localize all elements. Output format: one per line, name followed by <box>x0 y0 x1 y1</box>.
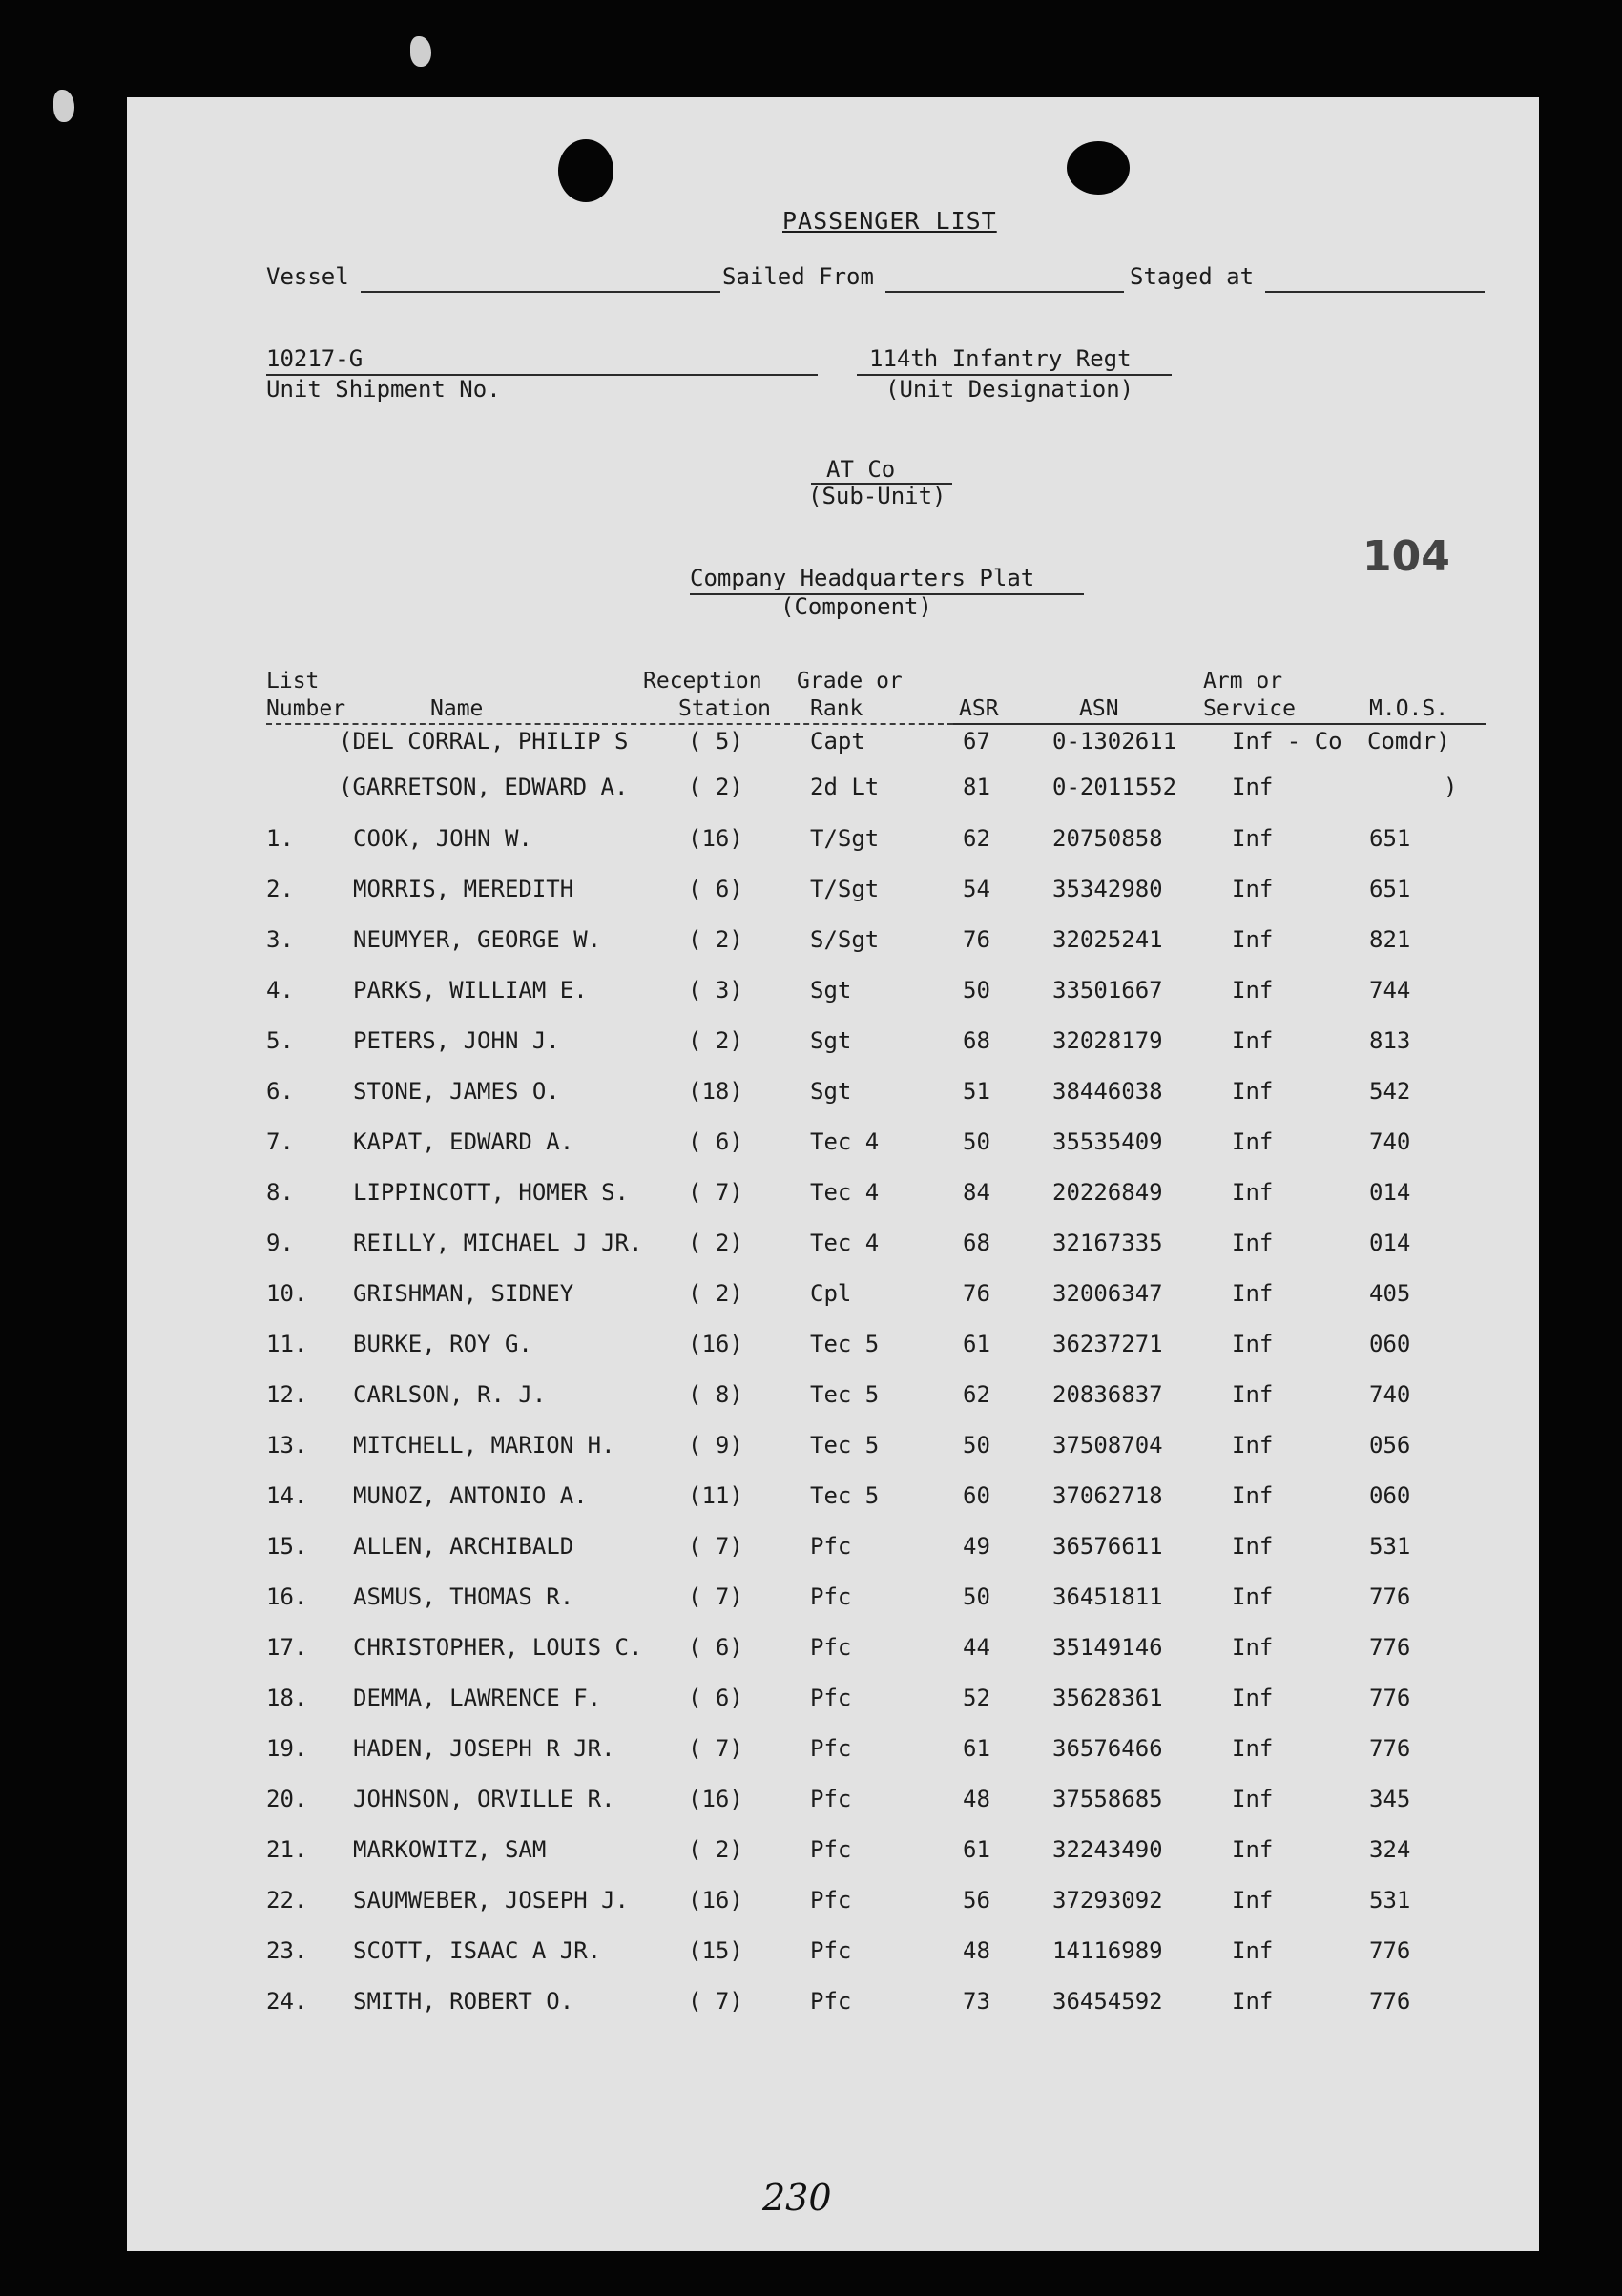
asr-value: 68 <box>963 1230 990 1256</box>
reception-station: ( 6) <box>688 1634 743 1661</box>
grade-rank: T/Sgt <box>810 825 880 852</box>
mos-code: 740 <box>1369 1128 1411 1155</box>
asn-value: 35628361 <box>1052 1685 1163 1711</box>
reception-station: ( 3) <box>688 977 743 1003</box>
reception-station: ( 6) <box>688 1128 743 1155</box>
vessel-blank-line <box>361 291 720 293</box>
passenger-name: DEMMA, LAWRENCE F. <box>353 1685 602 1711</box>
reception-station: ( 2) <box>688 1836 743 1863</box>
mos-code: 776 <box>1369 1685 1411 1711</box>
arm-service: Inf <box>1232 926 1274 953</box>
row-number: 5. <box>266 1027 294 1054</box>
reception-station: ( 7) <box>688 1735 743 1762</box>
passenger-name: BURKE, ROY G. <box>353 1331 532 1357</box>
officer-mos: ) <box>1444 774 1458 800</box>
arm-service: Inf <box>1232 1685 1274 1711</box>
officer-grade: Capt <box>810 728 865 755</box>
passenger-row <box>127 923 1539 956</box>
header-grade-1: Grade or <box>797 669 903 693</box>
asn-value: 35149146 <box>1052 1634 1163 1661</box>
officer-asn: 0-2011552 <box>1052 774 1177 800</box>
passenger-row <box>127 1985 1539 2017</box>
header-asn: ASN <box>1079 696 1119 721</box>
passenger-name: LIPPINCOTT, HOMER S. <box>353 1179 629 1206</box>
arm-service: Inf <box>1232 1836 1274 1863</box>
mos-code: 776 <box>1369 1937 1411 1964</box>
mos-code: 531 <box>1369 1533 1411 1560</box>
mos-code: 542 <box>1369 1078 1411 1105</box>
row-number: 4. <box>266 977 294 1003</box>
passenger-row <box>127 1682 1539 1714</box>
officer-mos: Comdr) <box>1367 728 1450 755</box>
mos-code: 740 <box>1369 1381 1411 1408</box>
asn-value: 32167335 <box>1052 1230 1163 1256</box>
officer-name: (GARRETSON, EDWARD A. <box>339 774 629 800</box>
unit-designation: 114th Infantry Regt <box>869 345 1132 372</box>
grade-rank: S/Sgt <box>810 926 880 953</box>
row-number: 15. <box>266 1533 308 1560</box>
arm-service: Inf <box>1232 1381 1274 1408</box>
asr-value: 84 <box>963 1179 990 1206</box>
passenger-name: KAPAT, EDWARD A. <box>353 1128 574 1155</box>
asr-value: 56 <box>963 1887 990 1913</box>
reception-station: ( 8) <box>688 1381 743 1408</box>
asr-value: 61 <box>963 1735 990 1762</box>
row-number: 10. <box>266 1280 308 1307</box>
mos-code: 060 <box>1369 1331 1411 1357</box>
grade-rank: Tec 4 <box>810 1128 880 1155</box>
passenger-name: ALLEN, ARCHIBALD <box>353 1533 574 1560</box>
arm-service: Inf <box>1232 1937 1274 1964</box>
asn-value: 32028179 <box>1052 1027 1163 1054</box>
passenger-row <box>127 1328 1539 1360</box>
header-asr: ASR <box>959 696 999 721</box>
asr-value: 50 <box>963 1128 990 1155</box>
mos-code: 060 <box>1369 1482 1411 1509</box>
mos-code: 776 <box>1369 1988 1411 2015</box>
document-page <box>127 97 1539 2251</box>
passenger-row <box>127 1277 1539 1310</box>
arm-service: Inf <box>1232 1331 1274 1357</box>
passenger-name: CARLSON, R. J. <box>353 1381 547 1408</box>
reception-station: (16) <box>688 1331 743 1357</box>
passenger-name: MUNOZ, ANTONIO A. <box>353 1482 588 1509</box>
row-number: 7. <box>266 1128 294 1155</box>
row-number: 1. <box>266 825 294 852</box>
passenger-row <box>127 1732 1539 1765</box>
passenger-name: JOHNSON, ORVILLE R. <box>353 1786 615 1812</box>
asr-value: 76 <box>963 926 990 953</box>
grade-rank: Tec 4 <box>810 1230 880 1256</box>
asr-value: 52 <box>963 1685 990 1711</box>
passenger-name: MORRIS, MEREDITH <box>353 876 574 902</box>
arm-service: Inf <box>1232 1583 1274 1610</box>
asn-value: 36576611 <box>1052 1533 1163 1560</box>
passenger-name: SAUMWEBER, JOSEPH J. <box>353 1887 629 1913</box>
officer-grade: 2d Lt <box>810 774 880 800</box>
asn-value: 37293092 <box>1052 1887 1163 1913</box>
row-number: 6. <box>266 1078 294 1105</box>
row-number: 9. <box>266 1230 294 1256</box>
asn-value: 20750858 <box>1052 825 1163 852</box>
row-number: 17. <box>266 1634 308 1661</box>
unit-shipment-number: 10217-G <box>266 345 364 372</box>
unit-designation-label: (Unit Designation) <box>885 376 1134 403</box>
officer-row <box>127 725 1539 757</box>
reception-station: ( 2) <box>688 1280 743 1307</box>
officer-name: (DEL CORRAL, PHILIP S <box>339 728 629 755</box>
passenger-row <box>127 1429 1539 1461</box>
mos-code: 014 <box>1369 1179 1411 1206</box>
reception-station: ( 7) <box>688 1179 743 1206</box>
asr-value: 48 <box>963 1786 990 1812</box>
passenger-name: PETERS, JOHN J. <box>353 1027 560 1054</box>
reception-station: ( 7) <box>688 1583 743 1610</box>
passenger-name: NEUMYER, GEORGE W. <box>353 926 602 953</box>
officer-row <box>127 771 1539 803</box>
row-number: 3. <box>266 926 294 953</box>
asr-value: 50 <box>963 1583 990 1610</box>
asr-value: 61 <box>963 1331 990 1357</box>
reception-station: ( 2) <box>688 1027 743 1054</box>
reception-station: (15) <box>688 1937 743 1964</box>
grade-rank: Pfc <box>810 1937 852 1964</box>
arm-service: Inf <box>1232 1027 1274 1054</box>
asn-value: 35342980 <box>1052 876 1163 902</box>
passenger-row <box>127 1479 1539 1512</box>
header-list-number-2: Number <box>266 696 346 721</box>
mos-code: 651 <box>1369 825 1411 852</box>
passenger-name: HADEN, JOSEPH R JR. <box>353 1735 615 1762</box>
grade-rank: Pfc <box>810 1634 852 1661</box>
asr-value: 76 <box>963 1280 990 1307</box>
reception-station: ( 2) <box>688 1230 743 1256</box>
header-arm-1: Arm or <box>1203 669 1283 693</box>
passenger-row <box>127 1530 1539 1562</box>
officer-station: ( 2) <box>688 774 743 800</box>
sailed-from-label: Sailed From <box>722 263 874 290</box>
passenger-name: GRISHMAN, SIDNEY <box>353 1280 574 1307</box>
grade-rank: Tec 5 <box>810 1331 880 1357</box>
reception-station: ( 6) <box>688 876 743 902</box>
reception-station: ( 7) <box>688 1988 743 2015</box>
header-name: Name <box>430 696 484 721</box>
grade-rank: Pfc <box>810 1583 852 1610</box>
passenger-row <box>127 1024 1539 1057</box>
arm-service: Inf <box>1232 1887 1274 1913</box>
arm-service: Inf <box>1232 1988 1274 2015</box>
row-number: 2. <box>266 876 294 902</box>
reception-station: (18) <box>688 1078 743 1105</box>
mos-code: 776 <box>1369 1735 1411 1762</box>
component-label: (Component) <box>780 593 932 620</box>
officer-asr: 81 <box>963 774 990 800</box>
unit-shipment-label: Unit Shipment No. <box>266 376 501 403</box>
mos-code: 776 <box>1369 1583 1411 1610</box>
passenger-row <box>127 1126 1539 1158</box>
mos-code: 813 <box>1369 1027 1411 1054</box>
asr-value: 62 <box>963 825 990 852</box>
asn-value: 37062718 <box>1052 1482 1163 1509</box>
asr-value: 68 <box>963 1027 990 1054</box>
asn-value: 20226849 <box>1052 1179 1163 1206</box>
asr-value: 54 <box>963 876 990 902</box>
grade-rank: Pfc <box>810 1735 852 1762</box>
passenger-name: COOK, JOHN W. <box>353 825 532 852</box>
grade-rank: Tec 5 <box>810 1381 880 1408</box>
arm-service: Inf <box>1232 1634 1274 1661</box>
asr-value: 73 <box>963 1988 990 2015</box>
grade-rank: Pfc <box>810 1533 852 1560</box>
officer-station: ( 5) <box>688 728 743 755</box>
mos-code: 405 <box>1369 1280 1411 1307</box>
row-number: 22. <box>266 1887 308 1913</box>
mos-code: 651 <box>1369 876 1411 902</box>
scan-speck <box>53 90 74 122</box>
passenger-name: MITCHELL, MARION H. <box>353 1432 615 1458</box>
passenger-row <box>127 873 1539 905</box>
row-number: 8. <box>266 1179 294 1206</box>
officer-arm: Inf <box>1232 774 1274 800</box>
grade-rank: T/Sgt <box>810 876 880 902</box>
punch-hole <box>1067 141 1130 195</box>
header-reception-2: Station <box>678 696 771 721</box>
passenger-name: CHRISTOPHER, LOUIS C. <box>353 1634 643 1661</box>
sailed-from-blank-line <box>885 291 1124 293</box>
grade-rank: Pfc <box>810 1887 852 1913</box>
mos-code: 531 <box>1369 1887 1411 1913</box>
passenger-row <box>127 1833 1539 1866</box>
asr-value: 60 <box>963 1482 990 1509</box>
asn-value: 32025241 <box>1052 926 1163 953</box>
arm-service: Inf <box>1232 825 1274 852</box>
sub-unit-label: (Sub-Unit) <box>808 483 946 509</box>
page-number: 104 <box>1362 532 1450 581</box>
passenger-row <box>127 1075 1539 1107</box>
passenger-row <box>127 974 1539 1006</box>
asn-value: 32006347 <box>1052 1280 1163 1307</box>
asn-value: 33501667 <box>1052 977 1163 1003</box>
asr-value: 44 <box>963 1634 990 1661</box>
mos-code: 014 <box>1369 1230 1411 1256</box>
reception-station: ( 9) <box>688 1432 743 1458</box>
header-mos: M.O.S. <box>1369 696 1449 721</box>
asn-value: 37508704 <box>1052 1432 1163 1458</box>
passenger-row <box>127 1783 1539 1815</box>
punch-hole <box>558 139 613 202</box>
header-list-number-1: List <box>266 669 320 693</box>
grade-rank: Tec 5 <box>810 1482 880 1509</box>
row-number: 18. <box>266 1685 308 1711</box>
grade-rank: Sgt <box>810 1078 852 1105</box>
header-grade-2: Rank <box>810 696 863 721</box>
passenger-name: SMITH, ROBERT O. <box>353 1988 574 2015</box>
arm-service: Inf <box>1232 1078 1274 1105</box>
mos-code: 056 <box>1369 1432 1411 1458</box>
vessel-label: Vessel <box>266 263 349 290</box>
asr-value: 62 <box>963 1381 990 1408</box>
reception-station: (11) <box>688 1482 743 1509</box>
arm-service: Inf <box>1232 977 1274 1003</box>
grade-rank: Pfc <box>810 1988 852 2015</box>
grade-rank: Tec 4 <box>810 1179 880 1206</box>
passenger-name: ASMUS, THOMAS R. <box>353 1583 574 1610</box>
row-number: 20. <box>266 1786 308 1812</box>
arm-service: Inf <box>1232 1128 1274 1155</box>
handwritten-number: 230 <box>762 2177 832 2219</box>
passenger-row <box>127 1884 1539 1916</box>
grade-rank: Pfc <box>810 1836 852 1863</box>
component: Company Headquarters Plat <box>690 565 1035 591</box>
grade-rank: Tec 5 <box>810 1432 880 1458</box>
row-number: 24. <box>266 1988 308 2015</box>
row-number: 11. <box>266 1331 308 1357</box>
row-number: 23. <box>266 1937 308 1964</box>
asn-value: 35535409 <box>1052 1128 1163 1155</box>
grade-rank: Sgt <box>810 977 852 1003</box>
arm-service: Inf <box>1232 1735 1274 1762</box>
reception-station: (16) <box>688 1786 743 1812</box>
asn-value: 14116989 <box>1052 1937 1163 1964</box>
scan-speck <box>410 36 431 67</box>
grade-rank: Cpl <box>810 1280 852 1307</box>
grade-rank: Sgt <box>810 1027 852 1054</box>
header-reception-1: Reception <box>643 669 762 693</box>
asn-value: 37558685 <box>1052 1786 1163 1812</box>
asn-value: 36237271 <box>1052 1331 1163 1357</box>
passenger-row <box>127 1176 1539 1209</box>
asr-value: 50 <box>963 1432 990 1458</box>
passenger-name: STONE, JAMES O. <box>353 1078 560 1105</box>
asr-value: 61 <box>963 1836 990 1863</box>
officer-arm: Inf - Co <box>1232 728 1342 755</box>
passenger-row <box>127 1581 1539 1613</box>
passenger-row <box>127 1631 1539 1664</box>
asn-value: 36454592 <box>1052 1988 1163 2015</box>
reception-station: ( 2) <box>688 926 743 953</box>
row-number: 13. <box>266 1432 308 1458</box>
row-number: 12. <box>266 1381 308 1408</box>
document-title: PASSENGER LIST <box>782 207 997 235</box>
asr-value: 50 <box>963 977 990 1003</box>
staged-at-blank-line <box>1265 291 1485 293</box>
asn-value: 36576466 <box>1052 1735 1163 1762</box>
grade-rank: Pfc <box>810 1685 852 1711</box>
asn-value: 32243490 <box>1052 1836 1163 1863</box>
arm-service: Inf <box>1232 1533 1274 1560</box>
passenger-name: SCOTT, ISAAC A JR. <box>353 1937 602 1964</box>
arm-service: Inf <box>1232 876 1274 902</box>
reception-station: (16) <box>688 1887 743 1913</box>
officer-asr: 67 <box>963 728 990 755</box>
header-arm-2: Service <box>1203 696 1296 721</box>
row-number: 19. <box>266 1735 308 1762</box>
staged-at-label: Staged at <box>1130 263 1255 290</box>
reception-station: ( 6) <box>688 1685 743 1711</box>
arm-service: Inf <box>1232 1179 1274 1206</box>
passenger-row <box>127 822 1539 855</box>
asr-value: 48 <box>963 1937 990 1964</box>
asn-value: 38446038 <box>1052 1078 1163 1105</box>
passenger-name: MARKOWITZ, SAM <box>353 1836 547 1863</box>
asr-value: 51 <box>963 1078 990 1105</box>
passenger-name: PARKS, WILLIAM E. <box>353 977 588 1003</box>
row-number: 16. <box>266 1583 308 1610</box>
mos-code: 821 <box>1369 926 1411 953</box>
reception-station: ( 7) <box>688 1533 743 1560</box>
passenger-row <box>127 1378 1539 1411</box>
arm-service: Inf <box>1232 1432 1274 1458</box>
mos-code: 324 <box>1369 1836 1411 1863</box>
asr-value: 49 <box>963 1533 990 1560</box>
row-number: 21. <box>266 1836 308 1863</box>
grade-rank: Pfc <box>810 1786 852 1812</box>
passenger-name: REILLY, MICHAEL J JR. <box>353 1230 643 1256</box>
passenger-row <box>127 1227 1539 1259</box>
sub-unit: AT Co <box>826 456 896 483</box>
mos-code: 776 <box>1369 1634 1411 1661</box>
mos-code: 744 <box>1369 977 1411 1003</box>
arm-service: Inf <box>1232 1280 1274 1307</box>
mos-code: 345 <box>1369 1786 1411 1812</box>
row-number: 14. <box>266 1482 308 1509</box>
passenger-row <box>127 1934 1539 1967</box>
reception-station: (16) <box>688 825 743 852</box>
asn-value: 20836837 <box>1052 1381 1163 1408</box>
arm-service: Inf <box>1232 1230 1274 1256</box>
asn-value: 36451811 <box>1052 1583 1163 1610</box>
officer-asn: 0-1302611 <box>1052 728 1177 755</box>
arm-service: Inf <box>1232 1482 1274 1509</box>
arm-service: Inf <box>1232 1786 1274 1812</box>
